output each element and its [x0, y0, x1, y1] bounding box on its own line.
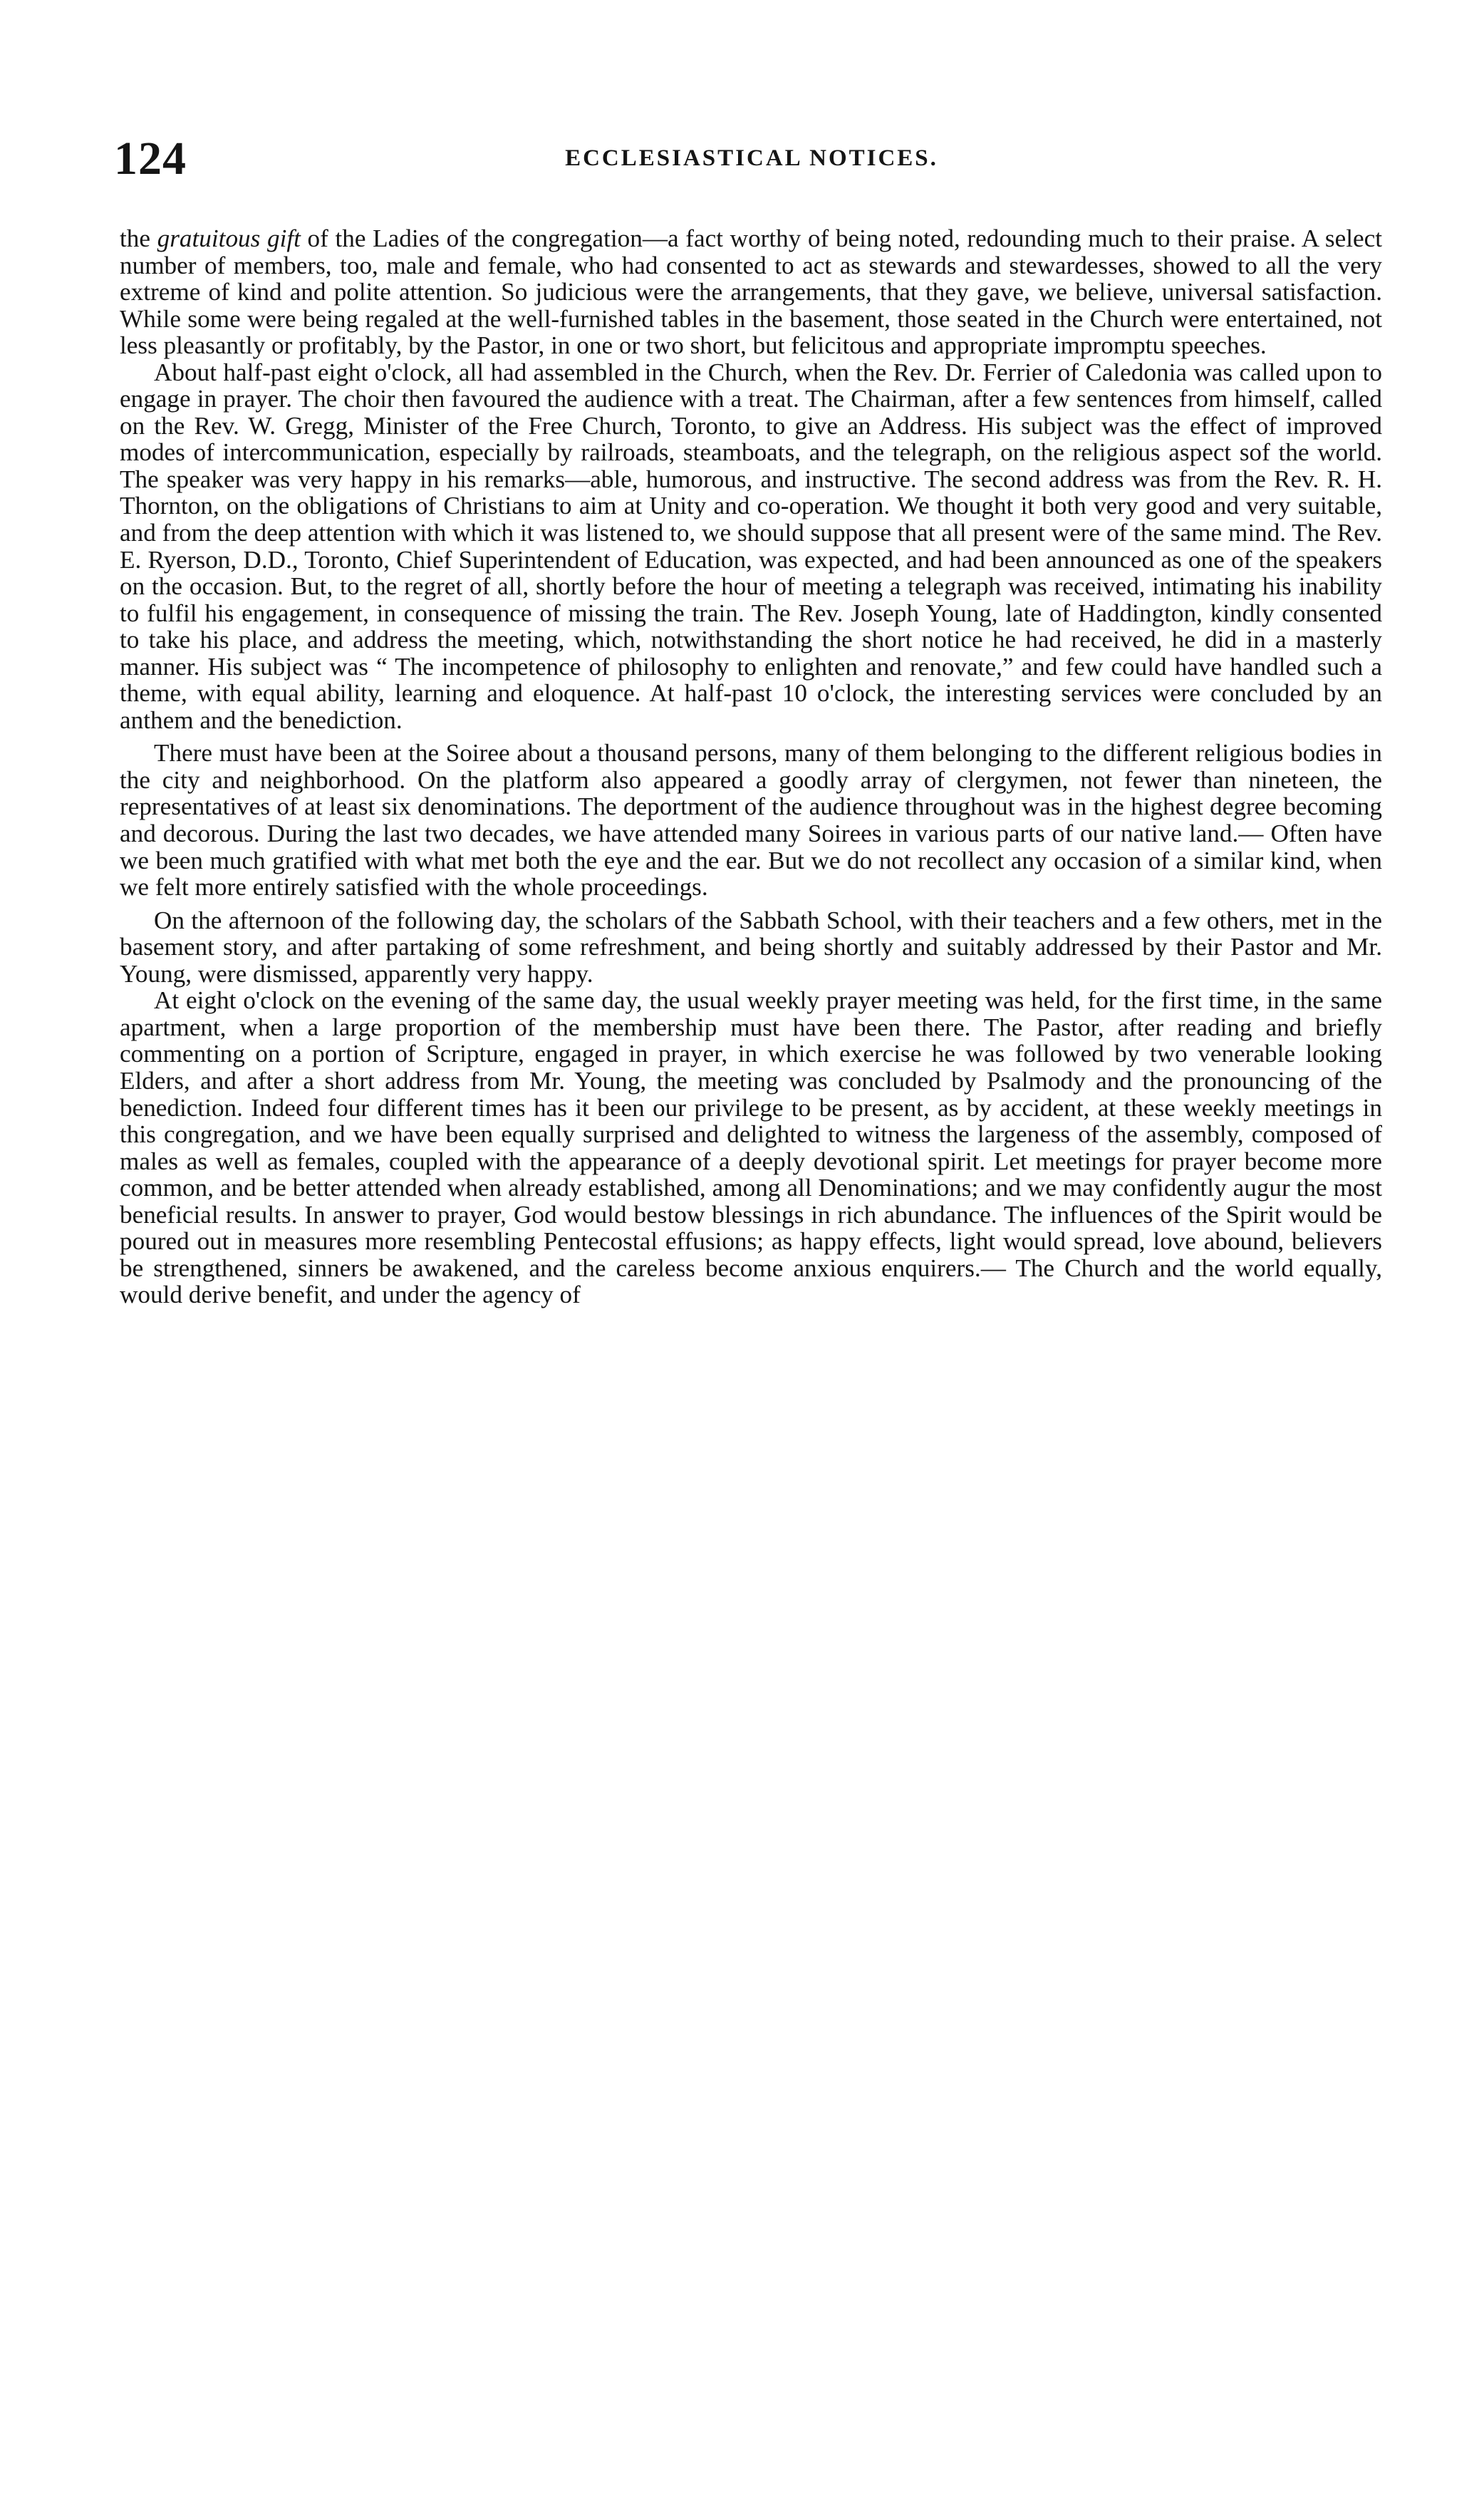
paragraph-1-rest: of the Ladies of the congregation—a fact worthy of being noted, redounding much to their praise. A select number of members, too, male and female, who had consented to act as stewards and stewardesses, showed to all the very extreme of kind and polite attention. So judicious were the arrangements, that they gave, we believe, universal satisfaction. While some were being regaled at the well-furnished tables in the basement, those seated in the Church were entertained, not less pleasantly or profitably, by the Pastor, in one or two short, but felicitous and appropriate impromptu speeches.: [120, 224, 1383, 360]
paragraph-1-lead: the: [120, 224, 157, 252]
paragraph-4: On the afternoon of the following day, the scholars of the Sabbath School, with their teachers and a few others, met in the basement story, and after partaking of some refreshment, and being shortly and suitably addressed by their Pastor and Mr. Young, were dismissed, apparently very happy.: [120, 906, 1382, 988]
paragraph-3: There must have been at the Soiree about a thousand persons, many of them belonging to the different religious bodies in the city and neighborhood. On the platform also appeared a goodly array of clergymen, not fewer than nineteen, the representatives of at least six denominations. The deportment of the audience throughout was in the highest degree becoming and decorous. During the last two decades, we have attended many Soirees in various parts of our native land.— Often have we been much gratified with what met both the eye and the ear. But we do not recollect any occasion of a similar kind, when we felt more entirely satisfied with the whole proceedings.: [120, 739, 1382, 902]
article-body: [120, 225, 1382, 1308]
paragraph-5: At eight o'clock on the evening of the same day, the usual weekly prayer meeting was held, for the first time, in the same apartment, when a large proportion of the membership must have been there. The Pastor, after reading and briefly commenting on a portion of Scripture, engaged in prayer, in which exercise he was followed by two venerable looking Elders, and after a short address from Mr. Young, the meeting was concluded by Psalmody and the pronouncing of the benediction. Indeed four different times has it been our privilege to be present, as by accident, at these weekly meetings in this congregation, and we have been equally surprised and delighted to witness the largeness of the assembly, composed of males as well as females, coupled with the appearance of a deeply devotional spirit. Let meetings for prayer become more common, and be better attended when already established, among all Denominations; and we may confidently augur the most beneficial results. In answer to prayer, God would bestow blessings in rich abundance. The influences of the Spirit would be poured out in measures more resembling Pentecostal effusions; as happy effects, light would spread, love abound, believers be strengthened, sinners be awakened, and the careless become anxious enquirers.— The Church and the world equally, would derive benefit, and under the agency of: [120, 986, 1382, 1309]
paragraph-2: About half-past eight o'clock, all had assembled in the Church, when the Rev. Dr. Ferrier of Caledonia was called upon to engage in prayer. The choir then favoured the audience with a treat. The Chairman, after a few sentences from himself, called on the Rev. W. Gregg, Minister of the Free Church, Toronto, to give an Address. His subject was the effect of improved modes of intercommunication, especially by railroads, steamboats, and the telegraph, on the religious aspect sof the world. The speaker was very happy in his remarks—able, humorous, and instructive. The second address was from the Rev. R. H. Thornton, on the obligations of Christians to aim at Unity and co-operation. We thought it both very good and very suitable, and from the deep attention with which it was listened to, we should suppose that all present were of the same mind. The Rev. E. Ryerson, D.D., Toronto, Chief Superintendent of Education, was expected, and had been announced as one of the speakers on the occasion. But, to the regret of all, shortly before the hour of meeting a telegraph was received, intimating his inability to fulfil his engagement, in consequence of missing the train. The Rev. Joseph Young, late of Haddington, kindly consented to take his place, and address the meeting, which, notwithstanding the short notice he had received, he did in a masterly manner. His subject was “ The incompetence of philosophy to enlighten and renovate,” and few could have handled such a theme, with equal ability, learning and eloquence. At half-past 10 o'clock, the interesting services were concluded by an anthem and the benediction.: [120, 358, 1382, 734]
paragraph-1: [120, 225, 1382, 359]
page-number: 124: [114, 133, 187, 185]
running-title: ECCLESIASTICAL NOTICES.: [565, 145, 938, 171]
paragraph-1-italic-phrase: gratuitous gift: [157, 224, 301, 252]
page-header: [114, 127, 1389, 191]
